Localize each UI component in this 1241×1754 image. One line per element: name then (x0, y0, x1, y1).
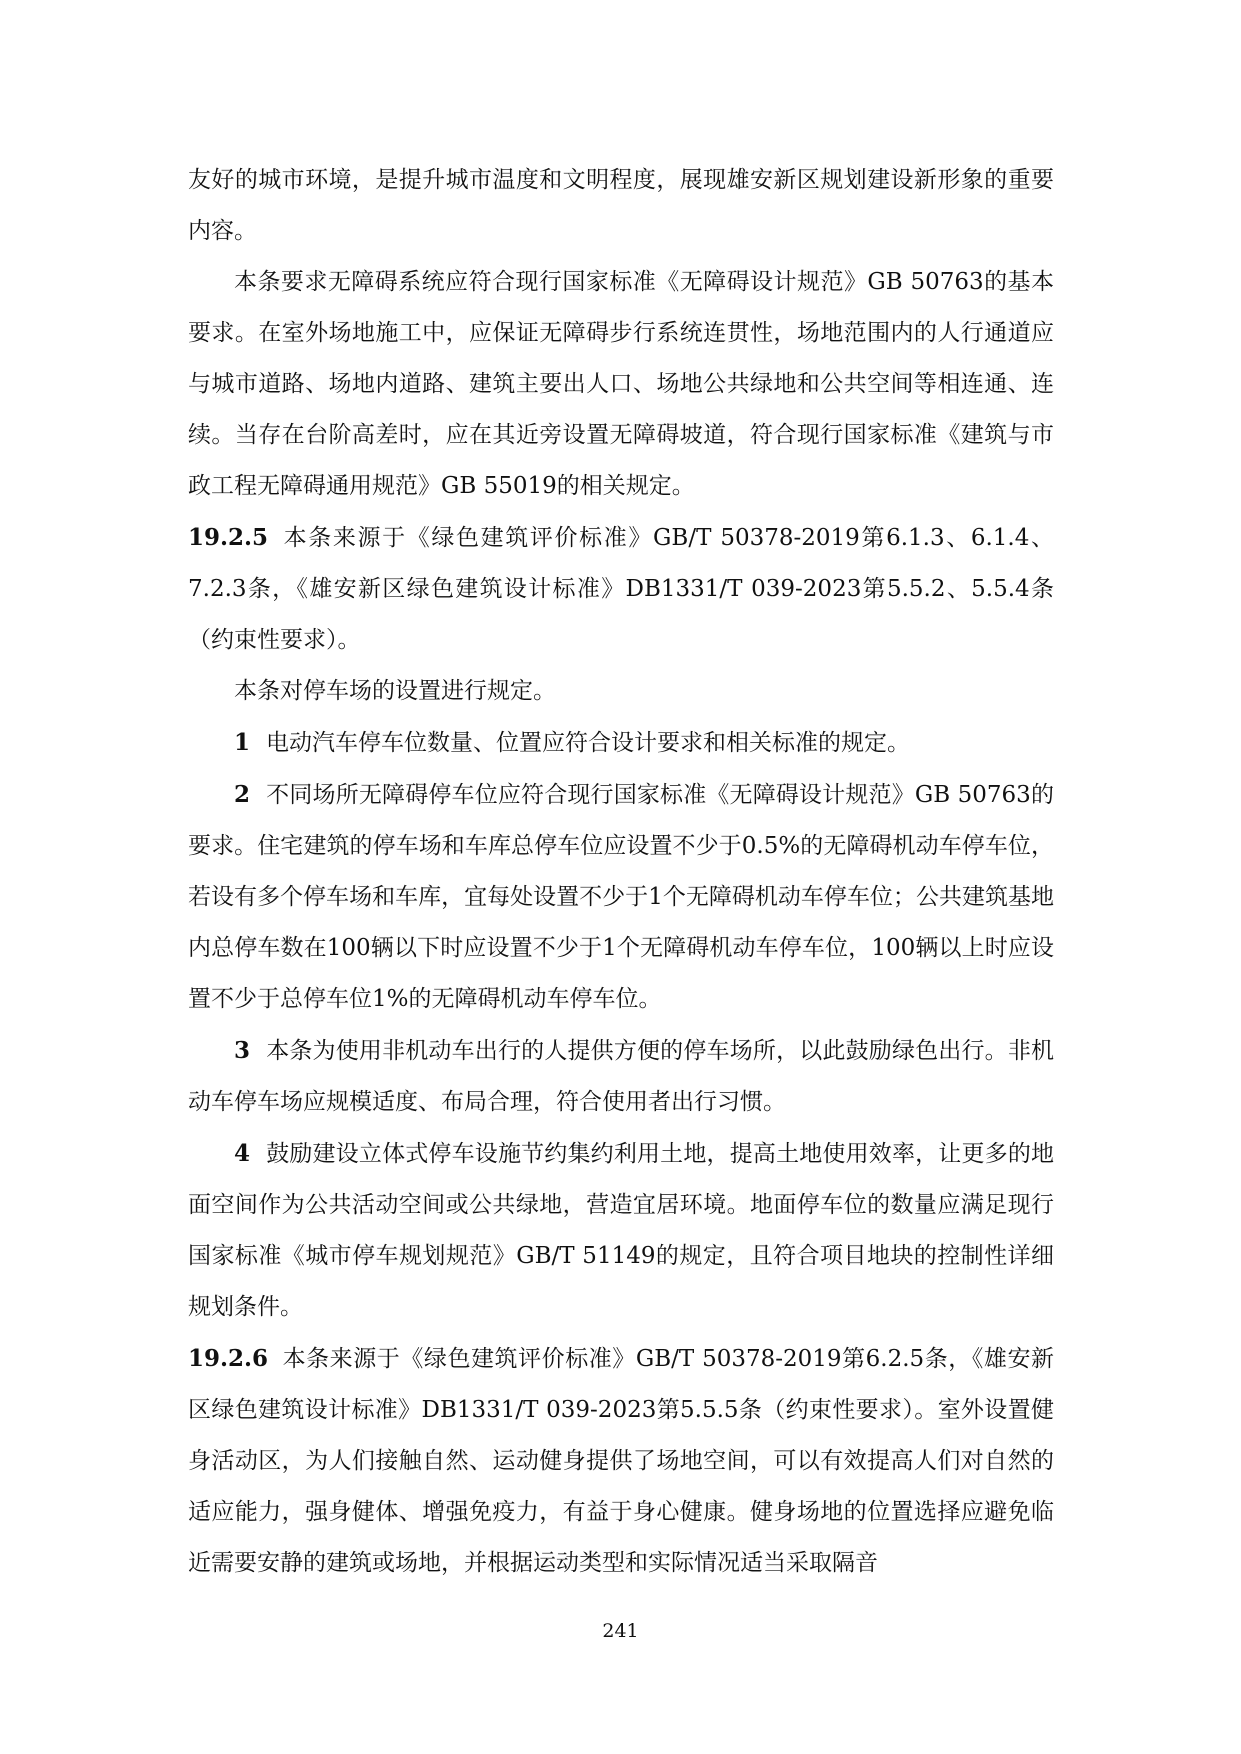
item-number: 2 (234, 781, 251, 808)
paragraph: 友好的城市环境，是提升城市温度和文明程度，展现雄安新区规划建设新形象的重要内容。 (188, 167, 1054, 244)
clause-number: 19.2.5 (188, 524, 269, 551)
item-number: 4 (234, 1140, 251, 1167)
item-text: 不同场所无障碍停车位应符合现行国家标准《无障碍设计规范》GB 50763的要求。住宅建筑的停车场和车库总停车位应设置不少于0.5%的无障碍机动车停车位，若设有多个停车场和车库，宜每处设置不少于1个无障碍机动车停车位；公共建筑基地内总停车数在100辆以下时应设置不少于1个无障碍机动车停车位，100辆以上时应设置不少于总停车位1%的无障碍机动车停车位。 (188, 782, 1054, 1012)
clause-19-2-5 (188, 512, 1054, 666)
item-number: 1 (234, 729, 251, 756)
list-item (188, 769, 1054, 1025)
item-text: 电动汽车停车位数量、位置应符合设计要求和相关标准的规定。 (266, 730, 911, 756)
clause-19-2-6 (188, 1333, 1054, 1589)
page-number: 241 (602, 1620, 639, 1642)
paragraph: 本条要求无障碍系统应符合现行国家标准《无障碍设计规范》GB 50763的基本要求。在室外场地施工中，应保证无障碍步行系统连贯性，场地范围内的人行通道应与城市道路、场地内道路、建筑主要出人口、场地公共绿地和公共空间等相连通、连续。当存在台阶高差时，应在其近旁设置无障碍坡道，符合现行国家标准《建筑与市政工程无障碍通用规范》GB 55019的相关规定。 (188, 269, 1054, 499)
item-text: 鼓励建设立体式停车设施节约集约利用土地，提高土地使用效率，让更多的地面空间作为公共活动空间或公共绿地，营造宜居环境。地面停车位的数量应满足现行国家标准《城市停车规划规范》GB/T 51149的规定，且符合项目地块的控制性详细规划条件。 (188, 1141, 1054, 1320)
clause-text: 本条来源于《绿色建筑评价标准》GB/T 50378-2019第6.1.3、6.1.4、7.2.3条，《雄安新区绿色建筑设计标准》DB1331/T 039-2023第5.5.2、5.5.4条（约束性要求）。 (188, 525, 1054, 653)
document-body (188, 155, 1054, 1589)
list-item (188, 1128, 1054, 1333)
clause-text: 本条来源于《绿色建筑评价标准》GB/T 50378-2019第6.2.5条，《雄安新区绿色建筑设计标准》DB1331/T 039-2023第5.5.5条（约束性要求）。室外设置健身活动区，为人们接触自然、运动健身提供了场地空间，可以有效提高人们对自然的适应能力，强身健体、增强免疫力，有益于身心健康。健身场地的位置选择应避免临近需要安静的建筑或场地，并根据运动类型和实际情况适当采取隔音 (188, 1346, 1054, 1576)
item-text: 本条为使用非机动车出行的人提供方便的停车场所，以此鼓励绿色出行。非机动车停车场应规模适度、布局合理，符合使用者出行习惯。 (188, 1038, 1054, 1115)
item-number: 3 (234, 1037, 251, 1064)
clause-number: 19.2.6 (188, 1345, 269, 1372)
paragraph: 本条对停车场的设置进行规定。 (234, 678, 556, 704)
list-item (188, 717, 1054, 769)
list-item (188, 1025, 1054, 1128)
